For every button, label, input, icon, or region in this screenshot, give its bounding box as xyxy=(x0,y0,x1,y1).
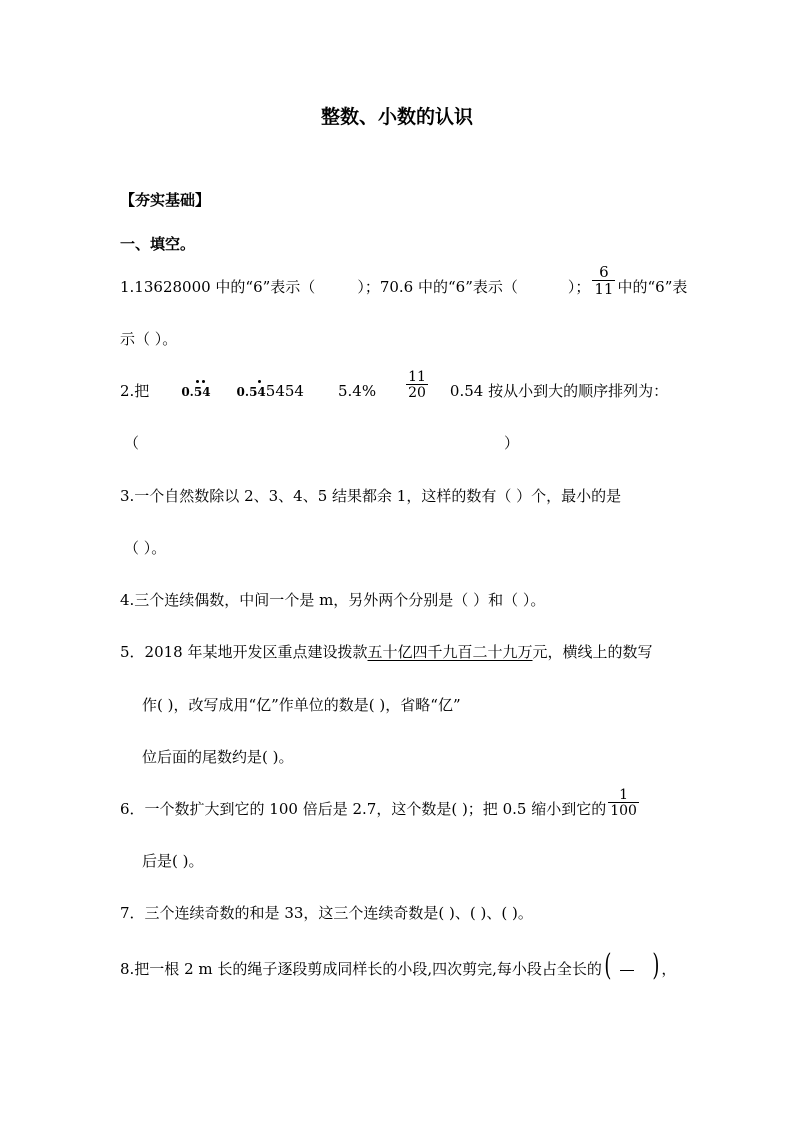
q1-text-b: ）；70.6 中的“6”表示（ xyxy=(357,278,518,296)
q5-text-b: 元，横线上的数写 xyxy=(532,643,653,661)
q2-answer-close-paren: ） xyxy=(504,434,520,452)
q2-rep2-text: 0.54 xyxy=(236,385,266,399)
question-8-line-1 xyxy=(120,948,677,983)
q8-text-b: ， xyxy=(661,960,677,978)
q2-repeating-decimal-2 xyxy=(237,386,266,398)
q5-text-a: 5．2018 年某地开发区重点建设拨款 xyxy=(120,643,368,661)
q1-fraction xyxy=(592,265,615,297)
question-3-line-2: （ ）。 xyxy=(124,539,167,557)
question-2-line-1 xyxy=(120,369,669,401)
q2-answer-open-paren: （ xyxy=(124,434,140,452)
q1-text-c: ）； xyxy=(567,278,591,296)
q6-fraction-denominator: 100 xyxy=(610,803,637,819)
q2-fraction-numerator: 11 xyxy=(408,369,426,385)
q2-text-c: 5454 xyxy=(265,382,304,400)
q2-repeating-decimal-1 xyxy=(181,386,210,398)
page-title: 整数、小数的认识 xyxy=(320,106,473,128)
left-paren-icon: ( xyxy=(604,948,612,983)
repeat-dot-icon xyxy=(258,380,261,383)
repeat-dot-icon xyxy=(202,380,205,383)
question-6-line-2: 后是( )。 xyxy=(142,852,204,870)
q5-underlined-amount: 五十亿四千九百二十九万 xyxy=(367,643,533,661)
q6-text-a: 6．一个数扩大到它的 100 倍后是 2.7，这个数是( )；把 0.5 缩小到它的 xyxy=(120,800,607,818)
question-5-line-1 xyxy=(120,645,653,660)
q2-text-e: 0.54 按从小到大的顺序排列为： xyxy=(449,382,669,400)
part-heading: 一、填空。 xyxy=(120,235,196,253)
right-paren-icon: ) xyxy=(652,948,660,983)
section-heading: 【夯实基础】 xyxy=(120,191,211,209)
q2-text-a: 2.把 xyxy=(120,382,150,400)
q1-fraction-denominator: 11 xyxy=(594,280,614,298)
q6-fraction-numerator: 1 xyxy=(608,788,639,803)
q1-text-a: 1.13628000 中的“6”表示（ xyxy=(120,278,316,296)
question-1-line-2: 示（ ）。 xyxy=(120,330,178,348)
q2-text-d: 5.4% xyxy=(337,382,377,400)
question-3-line-1: 3.一个自然数除以 2、3、4、5 结果都余 1，这样的数有（ ）个，最小的是 xyxy=(120,487,622,505)
q2-fraction-denominator: 20 xyxy=(408,385,426,401)
question-1-line-1 xyxy=(120,263,688,298)
q2-fraction xyxy=(406,370,428,400)
repeat-dot-icon xyxy=(196,380,199,383)
q1-fraction-numerator: 6 xyxy=(592,265,615,281)
question-5-line-2: 作( )，改写成用“亿”作单位的数是( )，省略“亿” xyxy=(142,696,461,714)
q2-rep1-text: 0.54 xyxy=(181,385,211,399)
question-4-line-1: 4.三个连续偶数，中间一个是 m，另外两个分别是（ ）和（ ）。 xyxy=(120,591,546,609)
q6-fraction xyxy=(608,788,639,818)
question-5-line-3: 位后面的尾数约是( )。 xyxy=(142,748,294,766)
q1-text-d: 中的“6”表 xyxy=(617,278,688,296)
question-7-line-1: 7．三个连续奇数的和是 33，这三个连续奇数是( )、( )、( )。 xyxy=(120,904,533,922)
fraction-bar-icon xyxy=(620,970,634,971)
q8-text-a: 8.把一根 2 m 长的绳子逐段剪成同样长的小段,四次剪完,每小段占全长的 xyxy=(120,960,602,978)
question-6-line-1 xyxy=(120,787,641,819)
